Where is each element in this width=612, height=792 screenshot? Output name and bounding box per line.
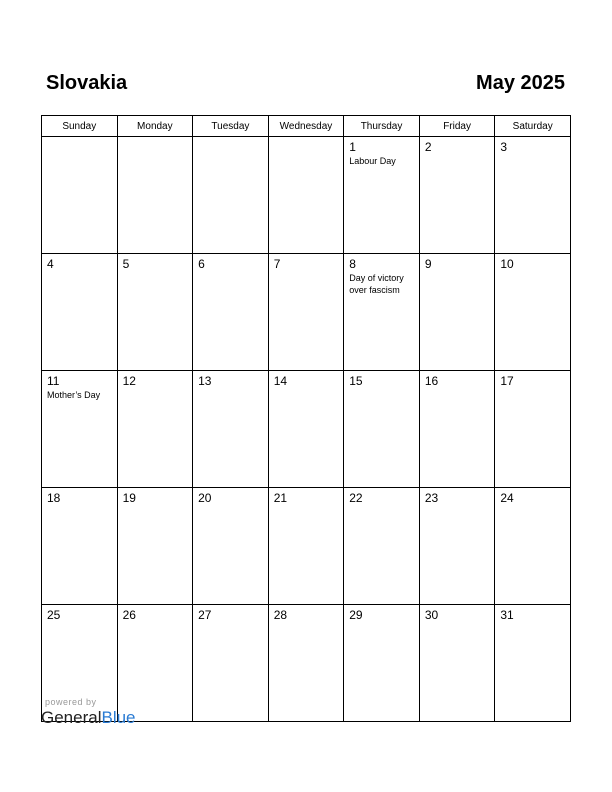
day-cell: [193, 137, 269, 254]
day-number: 19: [122, 491, 136, 505]
holiday-label: Day of victory over fascism: [349, 273, 404, 295]
day-number: 26: [122, 608, 136, 622]
day-number: 21: [273, 491, 288, 505]
day-cell: [193, 605, 269, 722]
weekday-header-row: [42, 116, 571, 137]
day-number: 8: [349, 257, 356, 271]
day-number: 23: [424, 491, 439, 505]
day-number: 28: [273, 608, 288, 622]
day-number: 25: [47, 608, 61, 622]
day-cell: [344, 137, 420, 254]
day-cell: [117, 488, 193, 605]
calendar-grid: [41, 115, 571, 722]
weekday-wednesday: Wednesday: [268, 116, 344, 137]
day-cell: [268, 254, 344, 371]
day-number: 17: [500, 374, 514, 388]
day-cell: [495, 254, 571, 371]
generalblue-logo: [41, 708, 136, 728]
week-row: [42, 254, 571, 371]
day-number: 29: [349, 608, 363, 622]
day-cell: [344, 371, 420, 488]
day-cell: [344, 254, 420, 371]
week-row: [42, 488, 571, 605]
day-cell: [42, 137, 118, 254]
day-number: 18: [47, 491, 61, 505]
day-cell: [419, 371, 495, 488]
weekday-tuesday: Tuesday: [193, 116, 269, 137]
day-cell: [117, 137, 193, 254]
day-number: 15: [349, 374, 363, 388]
day-number: 20: [198, 491, 212, 505]
day-cell: [117, 254, 193, 371]
weekday-friday: Friday: [419, 116, 495, 137]
weekday-saturday: Saturday: [495, 116, 571, 137]
month-title: May 2025: [476, 72, 565, 94]
day-number: 3: [500, 140, 508, 154]
day-cell: [268, 137, 344, 254]
day-number: 22: [349, 491, 363, 505]
day-number: 7: [273, 257, 281, 271]
brand-general: General: [41, 708, 102, 727]
day-number: 1: [349, 140, 356, 154]
day-cell: [419, 137, 495, 254]
day-number: 9: [424, 257, 432, 271]
day-cell: [495, 137, 571, 254]
day-number: 24: [500, 491, 514, 505]
day-cell: [495, 488, 571, 605]
day-number: 11: [47, 374, 60, 388]
day-cell: [193, 254, 269, 371]
day-cell: [193, 488, 269, 605]
day-cell: [268, 371, 344, 488]
week-row: [42, 371, 571, 488]
week-row: [42, 137, 571, 254]
day-number: 27: [198, 608, 212, 622]
country-title: Slovakia: [46, 72, 128, 94]
week-row: [42, 605, 571, 722]
day-cell: [42, 371, 118, 488]
holiday-label: Mother’s Day: [47, 390, 101, 400]
day-number: 31: [500, 608, 514, 622]
day-number: 16: [424, 374, 439, 388]
day-cell: [193, 371, 269, 488]
day-number: 12: [122, 374, 136, 388]
day-number: 10: [500, 257, 514, 271]
day-number: 30: [424, 608, 439, 622]
day-number: 6: [198, 257, 205, 271]
day-number: 2: [424, 140, 432, 154]
day-cell: [117, 605, 193, 722]
day-cell: [419, 254, 495, 371]
day-cell: [344, 605, 420, 722]
day-cell: [42, 254, 118, 371]
day-number: 4: [47, 257, 54, 271]
day-cell: [268, 605, 344, 722]
day-cell: [419, 605, 495, 722]
weekday-monday: Monday: [117, 116, 193, 137]
day-number: 14: [273, 374, 288, 388]
day-cell: [419, 488, 495, 605]
day-cell: [268, 488, 344, 605]
day-cell: [495, 371, 571, 488]
brand-blue: Blue: [101, 708, 136, 727]
powered-by-label: powered by: [45, 697, 97, 707]
day-cell: [117, 371, 193, 488]
weekday-sunday: Sunday: [42, 116, 118, 137]
day-number: 5: [122, 257, 130, 271]
holiday-label: Labour Day: [349, 156, 396, 166]
weekday-thursday: Thursday: [344, 116, 420, 137]
day-cell: [42, 488, 118, 605]
day-cell: [495, 605, 571, 722]
day-cell: [344, 488, 420, 605]
day-number: 13: [198, 374, 212, 388]
